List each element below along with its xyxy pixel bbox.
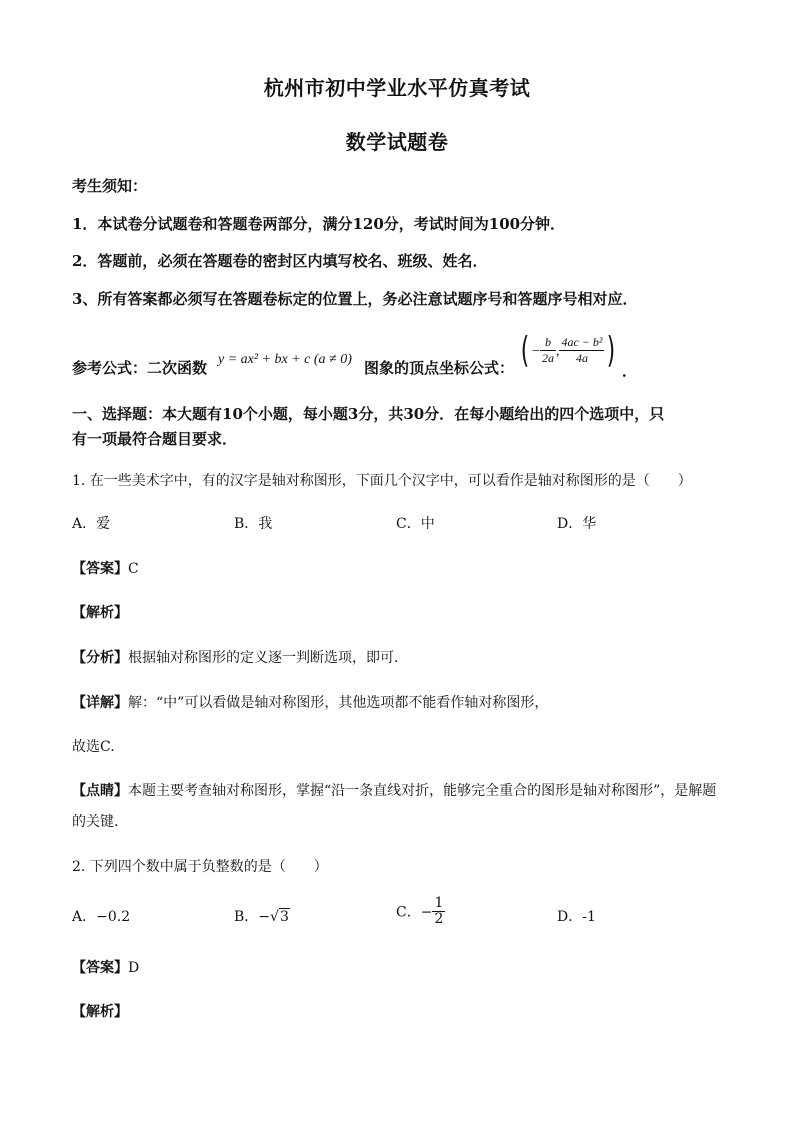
q1-option-d: D．华 [557, 516, 597, 532]
q1-option-b: B．我 [234, 516, 273, 532]
q2-stem: 2. 下列四个数中属于负整数的是（ ） [72, 859, 328, 875]
vertex-x-denominator: 2a [541, 351, 554, 365]
q1-answer [72, 558, 139, 578]
exam-subtitle: 数学试题卷 [345, 130, 449, 154]
q2-answer-value: D [128, 960, 140, 976]
q2-answer [72, 957, 139, 977]
vertex-y-denominator: 4a [575, 351, 588, 365]
formula-label: 参考公式：二次函数 [72, 359, 208, 377]
q1-comment-cont: 的关键. [72, 814, 119, 830]
q2-option-c-denominator: 2 [434, 911, 444, 927]
q2-option-d: D．-1 [557, 909, 596, 925]
q1-fenxi-tag: 【分析】 [72, 650, 128, 666]
vertex-x-fraction [540, 335, 556, 366]
q1-stem: 1. 在一些美术字中，有的汉字是轴对称图形，下面几个汉字中，可以看作是轴对称图形的是（ ） [72, 473, 692, 489]
vertex-x-numerator: b [540, 335, 556, 351]
notice-heading: 考生须知： [72, 177, 148, 195]
q1-answer-value: C [128, 561, 139, 577]
vertex-y-numerator: 4ac − b² [561, 335, 603, 349]
q1-comment-text: 本题主要考查轴对称图形，掌握“沿一条直线对折，能够完全重合的图形是轴对称图形”，是解题 [128, 783, 717, 799]
vertex-coordinate: ( − $\frac{b}{2a}$ , $\frac{\text{4ac − b²}}{4a}$ ) [520, 330, 616, 371]
q2-option-b-radicand: 3 [279, 909, 289, 925]
q2-analysis-tag: 【解析】 [72, 1004, 128, 1020]
notice-item-3: 3、所有答案都必须写在答题卷标定的位置上，务必注意试题序号和答题序号相对应． [72, 290, 638, 308]
q1-comment [72, 780, 716, 800]
q1-analysis-tag: 【解析】 [72, 605, 128, 621]
q1-detail-tag: 【详解】 [72, 695, 128, 711]
formula-expression: y = ax² + bx + c (a ≠ 0) [218, 352, 352, 367]
q1-answer-tag: 【答案】 [72, 561, 128, 577]
q1-detail-text: 解：“中”可以看做是轴对称图形，其他选项都不能看作轴对称图形， [128, 695, 549, 711]
q2-option-b-prefix: B．− [234, 909, 271, 925]
q2-answer-tag: 【答案】 [72, 960, 128, 976]
q1-detail [72, 692, 548, 712]
q1-fenxi-text: 根据轴对称图形的定义逐一判断选项，即可. [128, 650, 399, 666]
q2-option-c-fraction [432, 896, 445, 927]
q1-comment-tag: 【点睛】 [72, 783, 128, 799]
notice-item-1: 1．本试卷分试题卷和答题卷两部分，满分120分，考试时间为100分钟． [72, 215, 566, 233]
q2-option-c-numerator: 1 [434, 895, 444, 911]
vertex-y-fraction [559, 335, 604, 366]
formula-middle: 图象的顶点坐标公式： [364, 359, 515, 377]
q1-conclusion: 故选C. [72, 739, 115, 755]
q2-option-a: A．−0.2 [72, 909, 131, 925]
section1-line1: 一、选择题：本大题有10个小题，每小题3分，共30分．在每小题给出的四个选项中，只 [72, 405, 665, 423]
formula-end: ． [622, 362, 638, 380]
q1-option-c: C．中 [396, 516, 435, 532]
notice-item-2: 2．答题前，必须在答题卷的密封区内填写校名、班级、姓名． [72, 252, 488, 270]
section1-line2: 有一项最符合题目要求． [72, 430, 238, 448]
q1-option-a: A．爱 [72, 516, 111, 532]
q2-option-c [396, 896, 445, 927]
exam-title: 杭州市初中学业水平仿真考试 [263, 76, 531, 100]
q2-option-c-prefix: C．− [396, 904, 433, 921]
sqrt-symbol: √3 [270, 909, 289, 925]
q1-fenxi [72, 647, 398, 667]
q2-option-b [234, 906, 290, 926]
